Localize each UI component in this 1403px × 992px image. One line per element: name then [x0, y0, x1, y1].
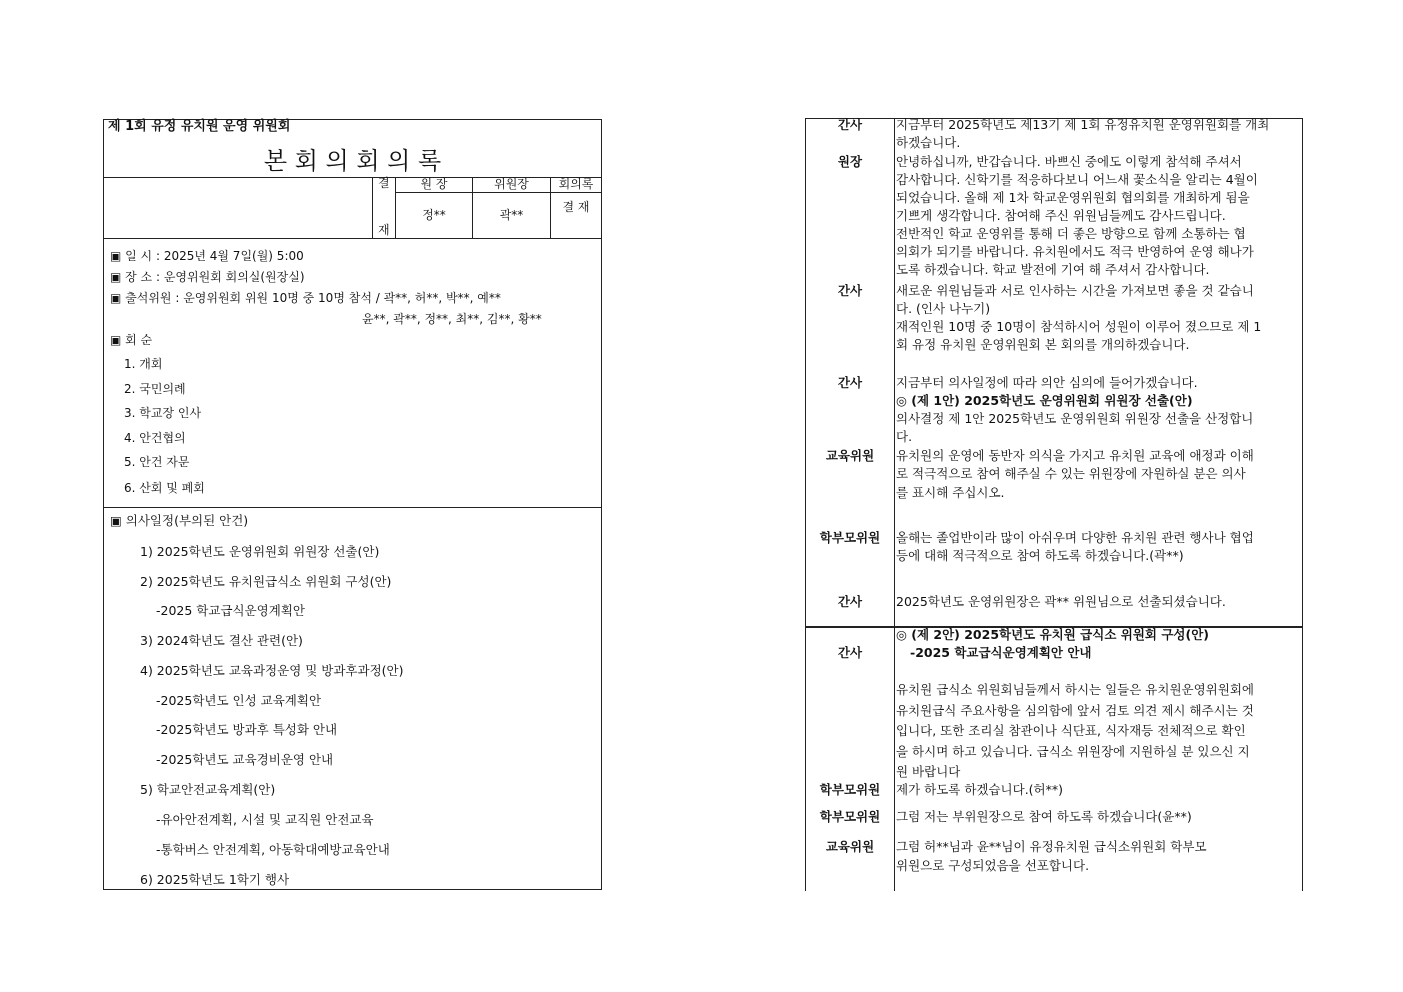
approval-head-minutes: 회의록 [558, 177, 594, 191]
speaker-label: 간사 [837, 117, 863, 132]
agenda-subitem: -유아안전계획, 시설 및 교직원 안전교육 [156, 812, 374, 827]
statement-line: 원 바랍니다 [896, 764, 961, 779]
speaker-label: 간사 [837, 283, 863, 298]
statement-line: 다. (인사 나누기) [896, 301, 991, 316]
statement-line: 유치원급식 주요사항을 심의함에 앞서 검토 의견 제시 해주시는 것 [896, 703, 1254, 718]
statement-line: 안녕하십니까, 반갑습니다. 바쁘신 중에도 이렇게 참석해 주셔서 [896, 154, 1242, 169]
approval-head-director: 원 장 [420, 177, 448, 191]
statement-line: 회 유정 유치원 운영위원회 본 회의를 개의하겠습니다. [896, 337, 1190, 352]
approval-sign-chair: 곽** [499, 208, 524, 222]
info-place: ▣ 장 소 : 운영위원회 회의실(원장실) [110, 270, 305, 284]
statement-line: 하겠습니다. [896, 135, 961, 150]
statement-line: 전반적인 학교 운영위를 통해 더 좋은 방향으로 함께 소통하는 협 [896, 226, 1246, 241]
order-item: 4. 안건협의 [124, 431, 186, 445]
statement-line: 도록 하겠습니다. 학교 발전에 기여 해 주셔서 감사합니다. [896, 262, 1210, 277]
approval-side-label-bottom: 재 [378, 223, 390, 237]
speaker-label: 학부모위원 [819, 782, 881, 797]
info-attendees-cont: 윤**, 곽**, 정**, 최**, 김**, 황** [362, 312, 542, 326]
doc-title: 본 회 의 회 의 록 [263, 147, 442, 175]
speaker-label: 학부모위원 [819, 530, 881, 545]
agenda-item: 5) 학교안전교육계획(안) [140, 782, 276, 797]
info-attendees: ▣ 출석위원 : 운영위원회 위원 10명 중 10명 참석 / 곽**, 허**, 박**, 예** [110, 291, 501, 305]
agenda-item: 3) 2024학년도 결산 관련(안) [140, 633, 303, 648]
info-order-heading: ▣ 회 순 [110, 333, 153, 347]
statement-line: 그럼 저는 부위원장으로 참여 하도록 하겠습니다(윤**) [896, 809, 1192, 824]
statement-line: 등에 대해 적극적으로 참여 하도록 하겠습니다.(곽**) [896, 548, 1184, 563]
statement-line: 의회가 되기를 바랍니다. 유치원에서도 적극 반영하여 운영 해나가 [896, 244, 1254, 259]
approval-sign-minutes: 결 재 [562, 200, 590, 214]
statement-line: 다. [896, 429, 913, 444]
statement-line: 그럼 허**님과 윤**님이 유정유치원 급식소위원회 학부모 [896, 839, 1207, 854]
approval-side-label-top: 결 [378, 176, 390, 190]
statement-line: 지금부터 의사일정에 따라 의안 심의에 들어가겠습니다. [896, 375, 1198, 390]
agenda-item: 4) 2025학년도 교육과정운영 및 방과후과정(안) [140, 663, 404, 678]
statement-line: 지금부터 2025학년도 제13기 제 1회 유정유치원 운영위원회를 개최 [896, 117, 1270, 132]
speaker-label: 학부모위원 [819, 809, 881, 824]
order-item: 5. 안건 자문 [124, 455, 190, 469]
order-item: 2. 국민의례 [124, 382, 186, 396]
statement-line: 을 하시며 하고 있습니다. 급식소 위원장에 지원하실 분 있으신 지 [896, 744, 1250, 759]
agenda-heading: ▣ 의사일정(부의된 안건) [110, 513, 249, 528]
approval-head-chair: 위원장 [494, 177, 529, 191]
order-item: 1. 개회 [124, 357, 163, 371]
agenda-subitem: -2025 학교급식운영계획안 [156, 603, 305, 618]
org-title: 제 1회 유정 유치원 운영 위원회 [108, 119, 291, 134]
agenda-motion-1: ◎ (제 1안) 2025학년도 운영위원회 위원장 선출(안) [896, 393, 1193, 408]
agenda-subitem: -통학버스 안전계획, 아동학대예방교육안내 [156, 842, 390, 857]
agenda-subitem: -2025학년도 방과후 특성화 안내 [156, 722, 338, 737]
agenda-item: 1) 2025학년도 운영위원회 위원장 선출(안) [140, 544, 380, 559]
statement-line: 유치원의 운영에 동반자 의식을 가지고 유치원 교육에 애정과 이해 [896, 448, 1254, 463]
agenda-item: 6) 2025학년도 1학기 행사 [140, 872, 290, 887]
statement-line: 기쁘게 생각합니다. 참여해 주신 위원님들께도 감사드립니다. [896, 208, 1226, 223]
statement-line: 를 표시해 주십시오. [896, 485, 1005, 500]
agenda-motion-2: ◎ (제 2안) 2025학년도 유치원 급식소 위원회 구성(안) [896, 627, 1209, 642]
agenda-subitem: -2025학년도 교육경비운영 안내 [156, 752, 334, 767]
approval-sign-director: 정** [422, 208, 446, 222]
speaker-label: 간사 [837, 375, 863, 390]
speaker-label: 간사 [837, 645, 863, 660]
order-item: 3. 학교장 인사 [124, 406, 202, 420]
statement-line: 새로운 위원님들과 서로 인사하는 시간을 가져보면 좋을 것 같습니 [896, 283, 1254, 298]
speaker-label: 교육위원 [825, 448, 875, 463]
statement-line: 올해는 졸업반이라 많이 아쉬우며 다양한 유치원 관련 행사나 협업 [896, 530, 1254, 545]
info-date: ▣ 일 시 : 2025년 4월 7일(월) 5:00 [110, 249, 304, 263]
order-item: 6. 산회 및 폐회 [124, 481, 205, 495]
statement-line: 의사결정 제 1안 2025학년도 운영위원회 위원장 선출을 산정합니 [896, 411, 1254, 426]
statement-line: 되었습니다. 올해 제 1차 학교운영위원회 협의회를 개최하게 됨을 [896, 190, 1250, 205]
speaker-label: 원장 [837, 154, 863, 169]
speaker-label: 간사 [837, 594, 863, 609]
statement-line: 2025학년도 운영위원장은 곽** 위원님으로 선출되셨습니다. [896, 594, 1226, 609]
statement-line: 재적인원 10명 중 10명이 참석하시어 성원이 이루어 졌으므로 제 1 [896, 319, 1262, 334]
agenda-item: 2) 2025학년도 유치원급식소 위원회 구성(안) [140, 574, 392, 589]
agenda-subitem: -2025학년도 인성 교육계획안 [156, 693, 322, 708]
statement-line: 유치원 급식소 위원회님들께서 하시는 일들은 유치원운영위원회에 [896, 682, 1254, 697]
statement-line: 입니다, 또한 조리실 참관이나 식단표, 식자재등 전체적으로 확인 [896, 723, 1246, 738]
statement-line: 감사합니다. 신학기를 적응하다보니 어느새 꽃소식을 알리는 4월이 [896, 172, 1258, 187]
speaker-label: 교육위원 [825, 839, 875, 854]
statement-line: 제가 하도록 하겠습니다.(허**) [896, 782, 1063, 797]
statement-line: 위원으로 구성되었음을 선포합니다. [896, 858, 1090, 873]
statement-line: 로 적극적으로 참여 해주실 수 있는 위원장에 자원하실 분은 의사 [896, 466, 1246, 481]
statement-line: -2025 학교급식운영계획안 안내 [910, 645, 1092, 660]
